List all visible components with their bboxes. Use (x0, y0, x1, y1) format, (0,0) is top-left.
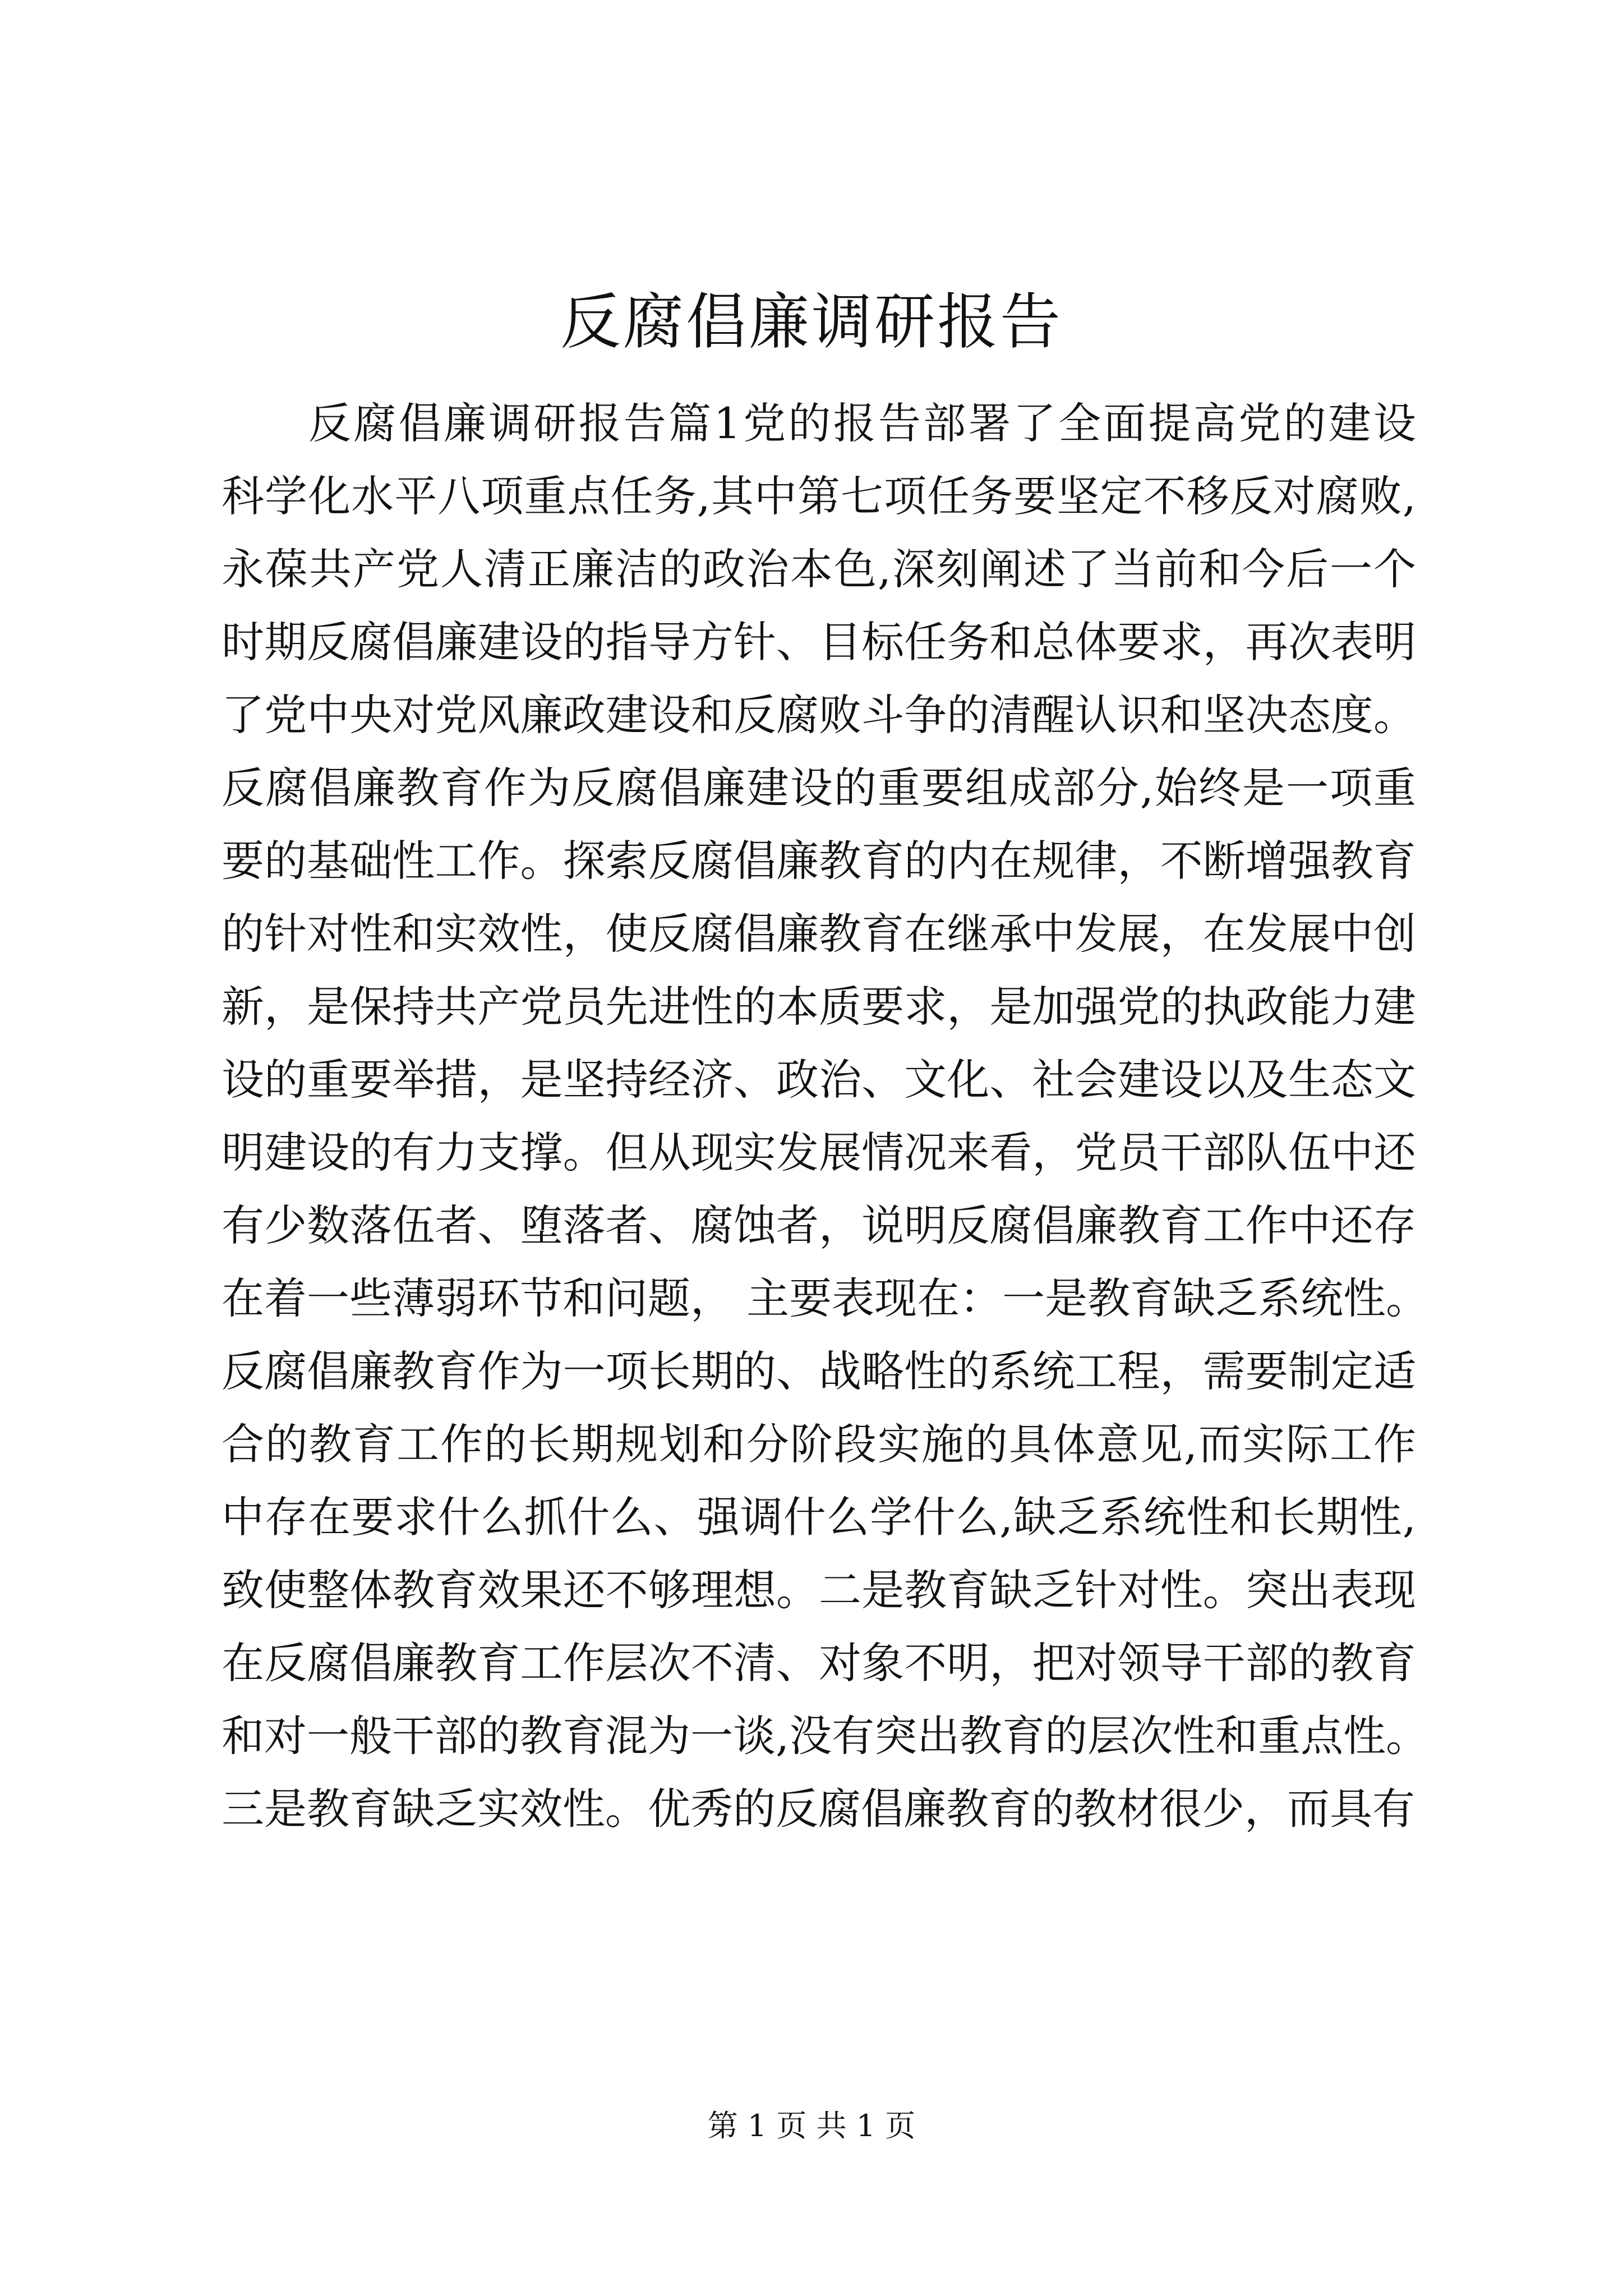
body-line: 科学化水平八项重点任务,其中第七项任务要坚定不移反对腐败, (222, 471, 1416, 521)
body-line: 时期反腐倡廉建设的指导方针、目标任务和总体要求，再次表明 (222, 617, 1416, 667)
body-line: 明建设的有力支撑。但从现实发展情况来看，党员干部队伍中还 (222, 1128, 1416, 1177)
body-line: 了党中央对党风廉政建设和反腐败斗争的清醒认识和坚决态度。 (222, 690, 1416, 740)
body-line: 致使整体教育效果还不够理想。二是教育缺乏针对性。突出表现 (222, 1565, 1416, 1615)
body-line: 合的教育工作的长期规划和分阶段实施的具体意见,而实际工作 (222, 1419, 1416, 1469)
body-line: 要的基础性工作。探索反腐倡廉教育的内在规律，不断增强教育 (222, 836, 1416, 886)
body-line: 中存在要求什么抓什么、强调什么学什么,缺乏系统性和长期性, (222, 1492, 1416, 1542)
body-line: 三是教育缺乏实效性。优秀的反腐倡廉教育的教材很少，而具有 (222, 1784, 1415, 1834)
body-line: 反腐倡廉教育作为反腐倡廉建设的重要组成部分,始终是一项重 (222, 763, 1416, 813)
body-line: 和对一般干部的教育混为一谈,没有突出教育的层次性和重点性。 (222, 1711, 1429, 1761)
body-line: 在反腐倡廉教育工作层次不清、对象不明，把对领导干部的教育 (222, 1638, 1416, 1688)
body-line: 新，是保持共产党员先进性的本质要求，是加强党的执政能力建 (222, 982, 1416, 1032)
page-number-footer: 第 1 页 共 1 页 (707, 2108, 916, 2143)
body-line: 有少数落伍者、堕落者、腐蚀者，说明反腐倡廉教育工作中还存 (222, 1200, 1416, 1250)
body-line: 设的重要举措，是坚持经济、政治、文化、社会建设以及生态文 (222, 1055, 1416, 1105)
body-line: 永葆共产党人清正廉洁的政治本色,深刻阐述了当前和今后一个 (222, 544, 1416, 594)
body-line: 的针对性和实效性，使反腐倡廉教育在继承中发展，在发展中创 (222, 909, 1416, 959)
body-line: 在着一些薄弱环节和问题， 主要表现在：一是教育缺乏系统性。 (222, 1273, 1429, 1323)
body-line: 反腐倡廉教育作为一项长期的、战略性的系统工程，需要制定适 (222, 1346, 1416, 1396)
document-title: 反腐倡廉调研报告 (560, 287, 1063, 357)
body-line: 反腐倡廉调研报告篇1党的报告部署了全面提高党的建设 (308, 398, 1416, 448)
